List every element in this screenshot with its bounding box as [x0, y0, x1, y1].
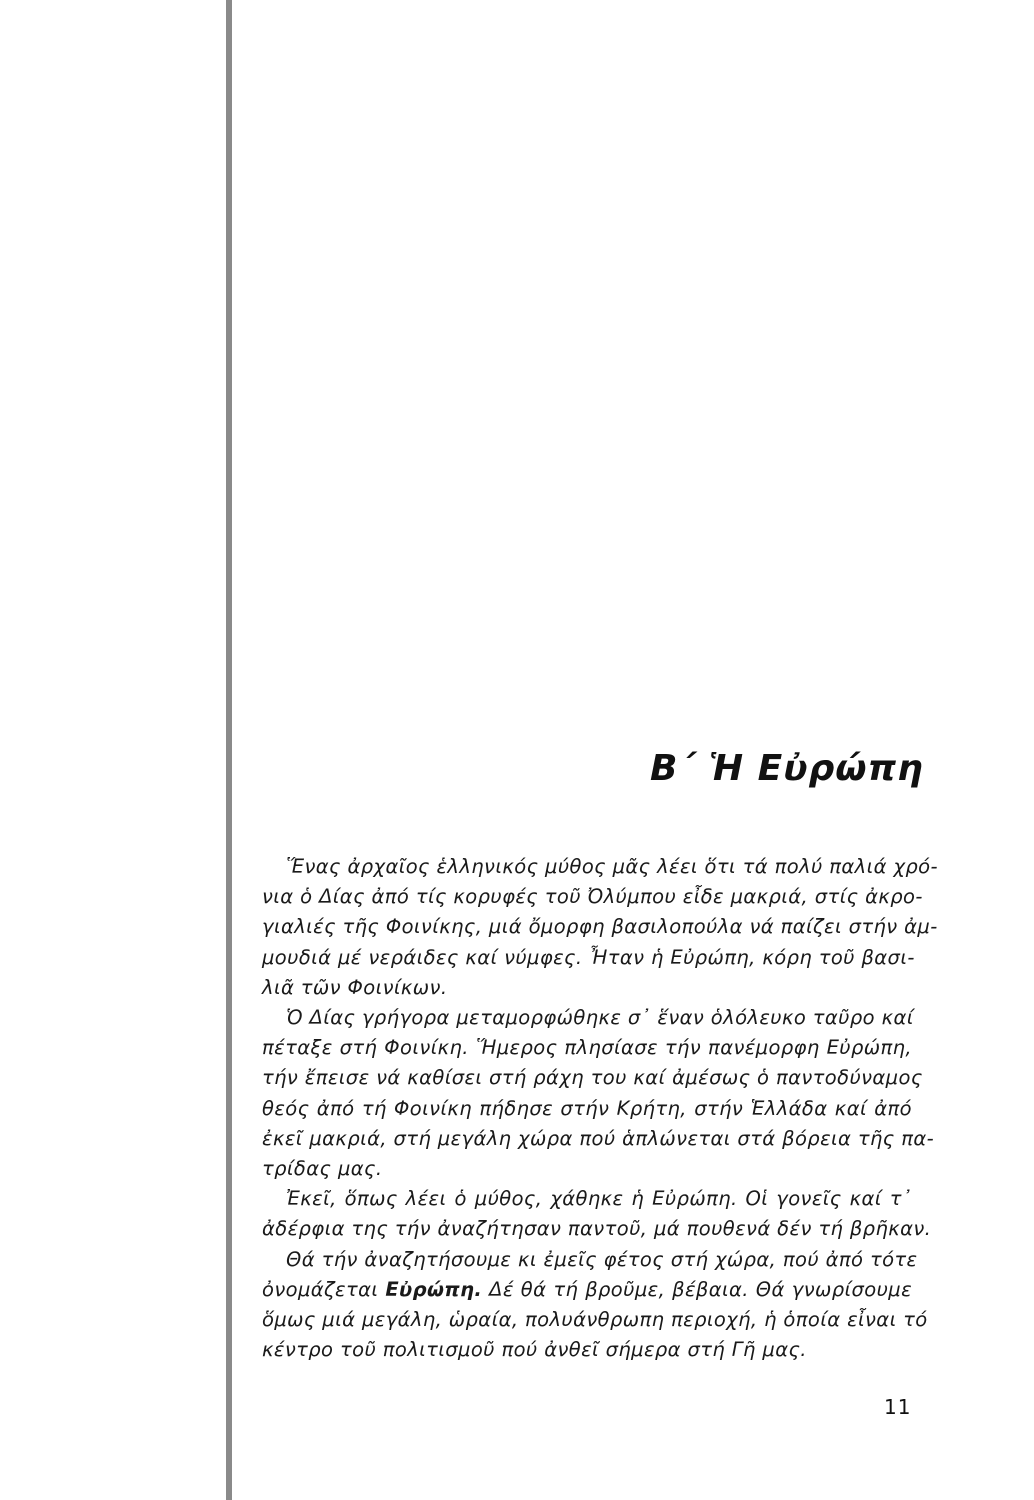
text-line: λιᾶ τῶν Φοινίκων. [262, 975, 448, 999]
text-line: Θά τήν ἀναζητήσουμε κι ἐμεῖς φέτος στή χώρα, πού ἀπό τότε [286, 1247, 918, 1271]
text-line: ὅμως μιά μεγάλη, ὡραία, πολυάνθρωπη περιοχή, ἡ ὁποία εἶναι τό [262, 1308, 928, 1332]
text-fragment: Δέ θά τή βροῦμε, βέβαια. Θά γνωρίσουμε [482, 1277, 913, 1301]
text-line: γιαλιές τῆς Φοινίκης, μιά ὄμορφη βασιλοπούλα νά παίζει στήν ἀμ- [262, 915, 938, 939]
body-text [262, 852, 938, 1365]
text-line: ἐκεῖ μακριά, στή μεγάλη χώρα πού ἁπλώνεται στά βόρεια τῆς πα- [262, 1126, 935, 1150]
text-line: κέντρο τοῦ πολιτισμοῦ πού ἀνθεῖ σήμερα στή Γῆ μας. [262, 1338, 807, 1362]
paragraph-4 [262, 1245, 928, 1366]
text-line: τήν ἔπεισε νά καθίσει στή ράχη του καί ἀμέσως ὁ παντοδύναμος [262, 1066, 923, 1090]
emphasis-europe: Εὐρώπη. [385, 1277, 483, 1301]
text-line [262, 1275, 912, 1305]
page-number: 11 [884, 1395, 912, 1419]
text-line: ἀδέρφια της τήν ἀναζήτησαν παντοῦ, μά πουθενά δέν τή βρῆκαν. [262, 1217, 932, 1241]
text-line: νια ὁ Δίας ἀπό τίς κορυφές τοῦ Ὀλύμπου εἶδε μακριά, στίς ἀκρο- [262, 885, 923, 909]
paragraph-1 [262, 852, 938, 1003]
text-line: μουδιά μέ νεράιδες καί νύμφες. Ἦταν ἡ Εὐρώπη, κόρη τοῦ βασι- [262, 945, 915, 969]
text-line: τρίδας μας. [262, 1157, 383, 1181]
text-fragment: ὀνομάζεται [262, 1277, 386, 1301]
text-line: Ὁ Δίας γρήγορα μεταμορφώθηκε σ᾿ ἕναν ὁλόλευκο ταῦρο καί [286, 1006, 914, 1030]
text-line: Ἐκεῖ, ὅπως λέει ὁ μύθος, χάθηκε ἡ Εὐρώπη. Οἱ γονεῖς καί τ᾿ [286, 1187, 912, 1211]
text-line: πέταξε στή Φοινίκη. Ἥμερος πλησίασε τήν πανέμορφη Εὐρώπη, [262, 1036, 912, 1060]
text-line: θεός ἀπό τή Φοινίκη πήδησε στήν Κρήτη, στήν Ἑλλάδα καί ἀπό [262, 1096, 912, 1120]
paragraph-3 [262, 1184, 932, 1244]
chapter-title: Β΄ Ἡ Εὐρώπη [650, 748, 924, 789]
binding-gutter-line [226, 0, 232, 1500]
text-line: Ἕνας ἀρχαῖος ἑλληνικός μύθος μᾶς λέει ὅτι τά πολύ παλιά χρό- [286, 855, 938, 878]
paragraph-2 [262, 1003, 935, 1184]
